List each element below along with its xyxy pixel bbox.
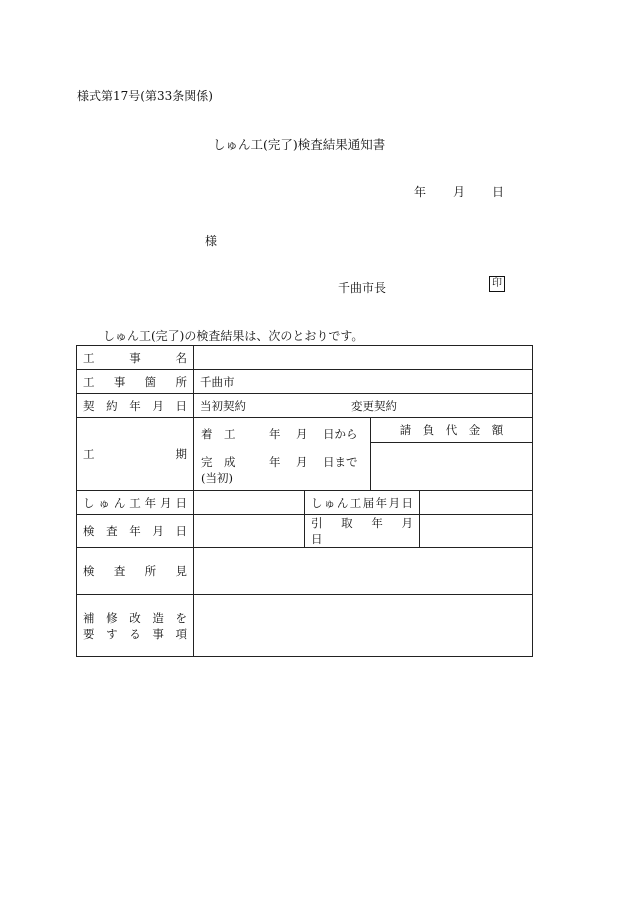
seal-stamp-box: 印 — [489, 276, 505, 292]
row-work-name — [77, 346, 533, 370]
contract-date-label: 契 約 年 月 日 — [77, 394, 194, 418]
handover-date-label: 引 取 年 月 日 — [305, 515, 420, 548]
completion-notice-label: しゅん工届年月日 — [305, 491, 420, 515]
inspection-date-value — [194, 515, 305, 548]
work-name-value — [194, 346, 533, 370]
start-year: 年 — [269, 427, 281, 441]
start-day-from: 日から — [323, 427, 358, 441]
document-title: しゅん工(完了)検査結果通知書 — [213, 137, 386, 152]
date-day-label: 日 — [492, 185, 505, 199]
start-month: 月 — [296, 427, 308, 441]
row-repair-items — [77, 595, 533, 657]
date-month-label: 月 — [453, 185, 466, 199]
completion-date-value — [194, 491, 305, 515]
end-year: 年 — [269, 455, 281, 469]
end-label: 完 成 — [201, 455, 236, 469]
completion-notice-value — [420, 491, 533, 515]
original-contract-label: 当初契約 — [200, 398, 246, 413]
changed-contract-label: 変更契約 — [351, 398, 397, 413]
row-inspection-findings — [77, 548, 533, 595]
addressee-suffix: 様 — [205, 234, 218, 248]
work-name-label: 工 事 名 — [77, 346, 194, 370]
start-label: 着 工 — [201, 427, 236, 441]
inspection-result-table — [76, 345, 533, 657]
row-work-period — [77, 418, 533, 491]
completion-date-label: しゅん工年月日 — [77, 491, 194, 515]
handover-date-value — [420, 515, 533, 548]
repair-items-value — [194, 595, 533, 657]
contract-date-value — [194, 394, 533, 418]
end-month: 月 — [296, 455, 308, 469]
work-location-label: 工 事 箇 所 — [77, 370, 194, 394]
row-inspection-date — [77, 515, 533, 548]
work-period-label: 工 期 — [77, 418, 194, 491]
inspection-findings-label: 検 査 所 見 — [77, 548, 194, 595]
row-completion-date — [77, 491, 533, 515]
contract-amount — [371, 418, 532, 490]
end-day-until: 日まで — [323, 455, 358, 469]
work-period-value — [194, 418, 533, 491]
original-note: (当初) — [201, 471, 233, 485]
issuer-title: 千曲市長 — [338, 281, 387, 295]
intro-sentence: しゅん工(完了)の検査結果は、次のとおりです。 — [103, 329, 364, 343]
row-contract-date — [77, 394, 533, 418]
contract-amount-label: 請 負 代 金 額 — [371, 418, 532, 443]
inspection-date-label: 検 査 年 月 日 — [77, 515, 194, 548]
contract-amount-value — [371, 443, 532, 490]
work-location-value: 千曲市 — [194, 370, 533, 394]
inspection-findings-value — [194, 548, 533, 595]
work-period-dates — [194, 418, 371, 490]
repair-items-label: 補 修 改 造 を 要 す る 事 項 — [77, 595, 194, 657]
date-year-label: 年 — [414, 185, 427, 199]
row-work-location — [77, 370, 533, 394]
form-number: 様式第17号(第33条関係) — [77, 89, 213, 103]
